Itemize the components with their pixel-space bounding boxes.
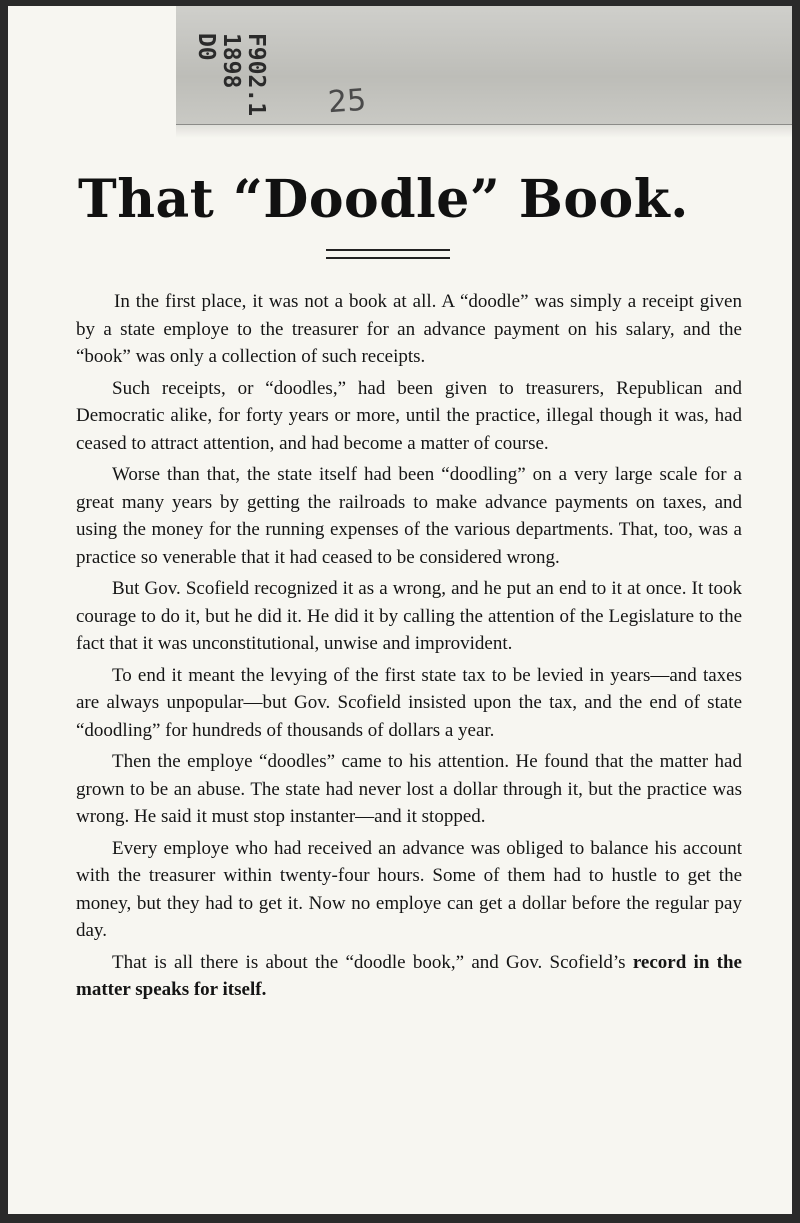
document-title: That “Doodle” Book. bbox=[78, 169, 689, 230]
paragraph-4: But Gov. Scofield recognized it as a wrong, and he put an end to it at once. It took courage to do it, but he did it. He did it by calling the attention of the Legislature to the fact that it was unconstitutional, unwise and improvident. bbox=[76, 578, 742, 654]
document-page bbox=[8, 6, 792, 1214]
call-number-line-3: D0 bbox=[193, 32, 220, 61]
title-double-rule bbox=[326, 249, 450, 259]
paragraph-8 bbox=[76, 949, 742, 1004]
paragraph-5: To end it meant the levying of the first state tax to be levied in years—and taxes are always unpopular—but Gov. Scofield insisted upon the tax, and the end of state “doodling” for hundreds of thousands of dollars a year. bbox=[76, 664, 742, 741]
call-number-stamp bbox=[188, 28, 274, 120]
closing-text-bold: record in the matter speaks for itself. bbox=[76, 951, 742, 1000]
article-body bbox=[76, 288, 742, 1008]
paragraph-3: Worse than that, the state itself had been “doodling” on a very large scale for a great many years by getting the railroads to make advance payments on taxes, and using the money for the running expenses of the various departments. That, too, was a practice so venerable that it had ceased to be considered wrong. bbox=[76, 464, 742, 568]
paragraph-1: In the first place, it was not a book at all. A “doodle” was simply a receipt given by a state employe to the treasurer for an advance payment on his salary, and the “book” was only a collection of such receipts. bbox=[76, 291, 742, 367]
paragraph-2: Such receipts, or “doodles,” had been given to treasurers, Republican and Democratic alike, for forty years or more, until the practice, illegal though it was, had ceased to attract attention, and had become a matter of course. bbox=[76, 377, 742, 454]
paragraph-7: Every employe who had received an advance was obliged to balance his account with the treasurer within twenty-four hours. Some of them had to hustle to get the money, but they had to get it. Now no employe can get a dollar before the regular pay day. bbox=[76, 837, 742, 941]
closing-text: That is all there is about the “doodle book,” and Gov. Scofield’s bbox=[112, 951, 633, 973]
pencil-page-mark: 25 bbox=[326, 82, 368, 121]
call-number-line-1: F902.1 bbox=[243, 32, 270, 116]
paragraph-6: Then the employe “doodles” came to his attention. He found that the matter had grown to be an abuse. The state had never lost a dollar through it, but the practice was wrong. He said it must stop instanter—and it stopped. bbox=[76, 751, 742, 827]
call-number-line-2: 1898 bbox=[218, 32, 245, 88]
